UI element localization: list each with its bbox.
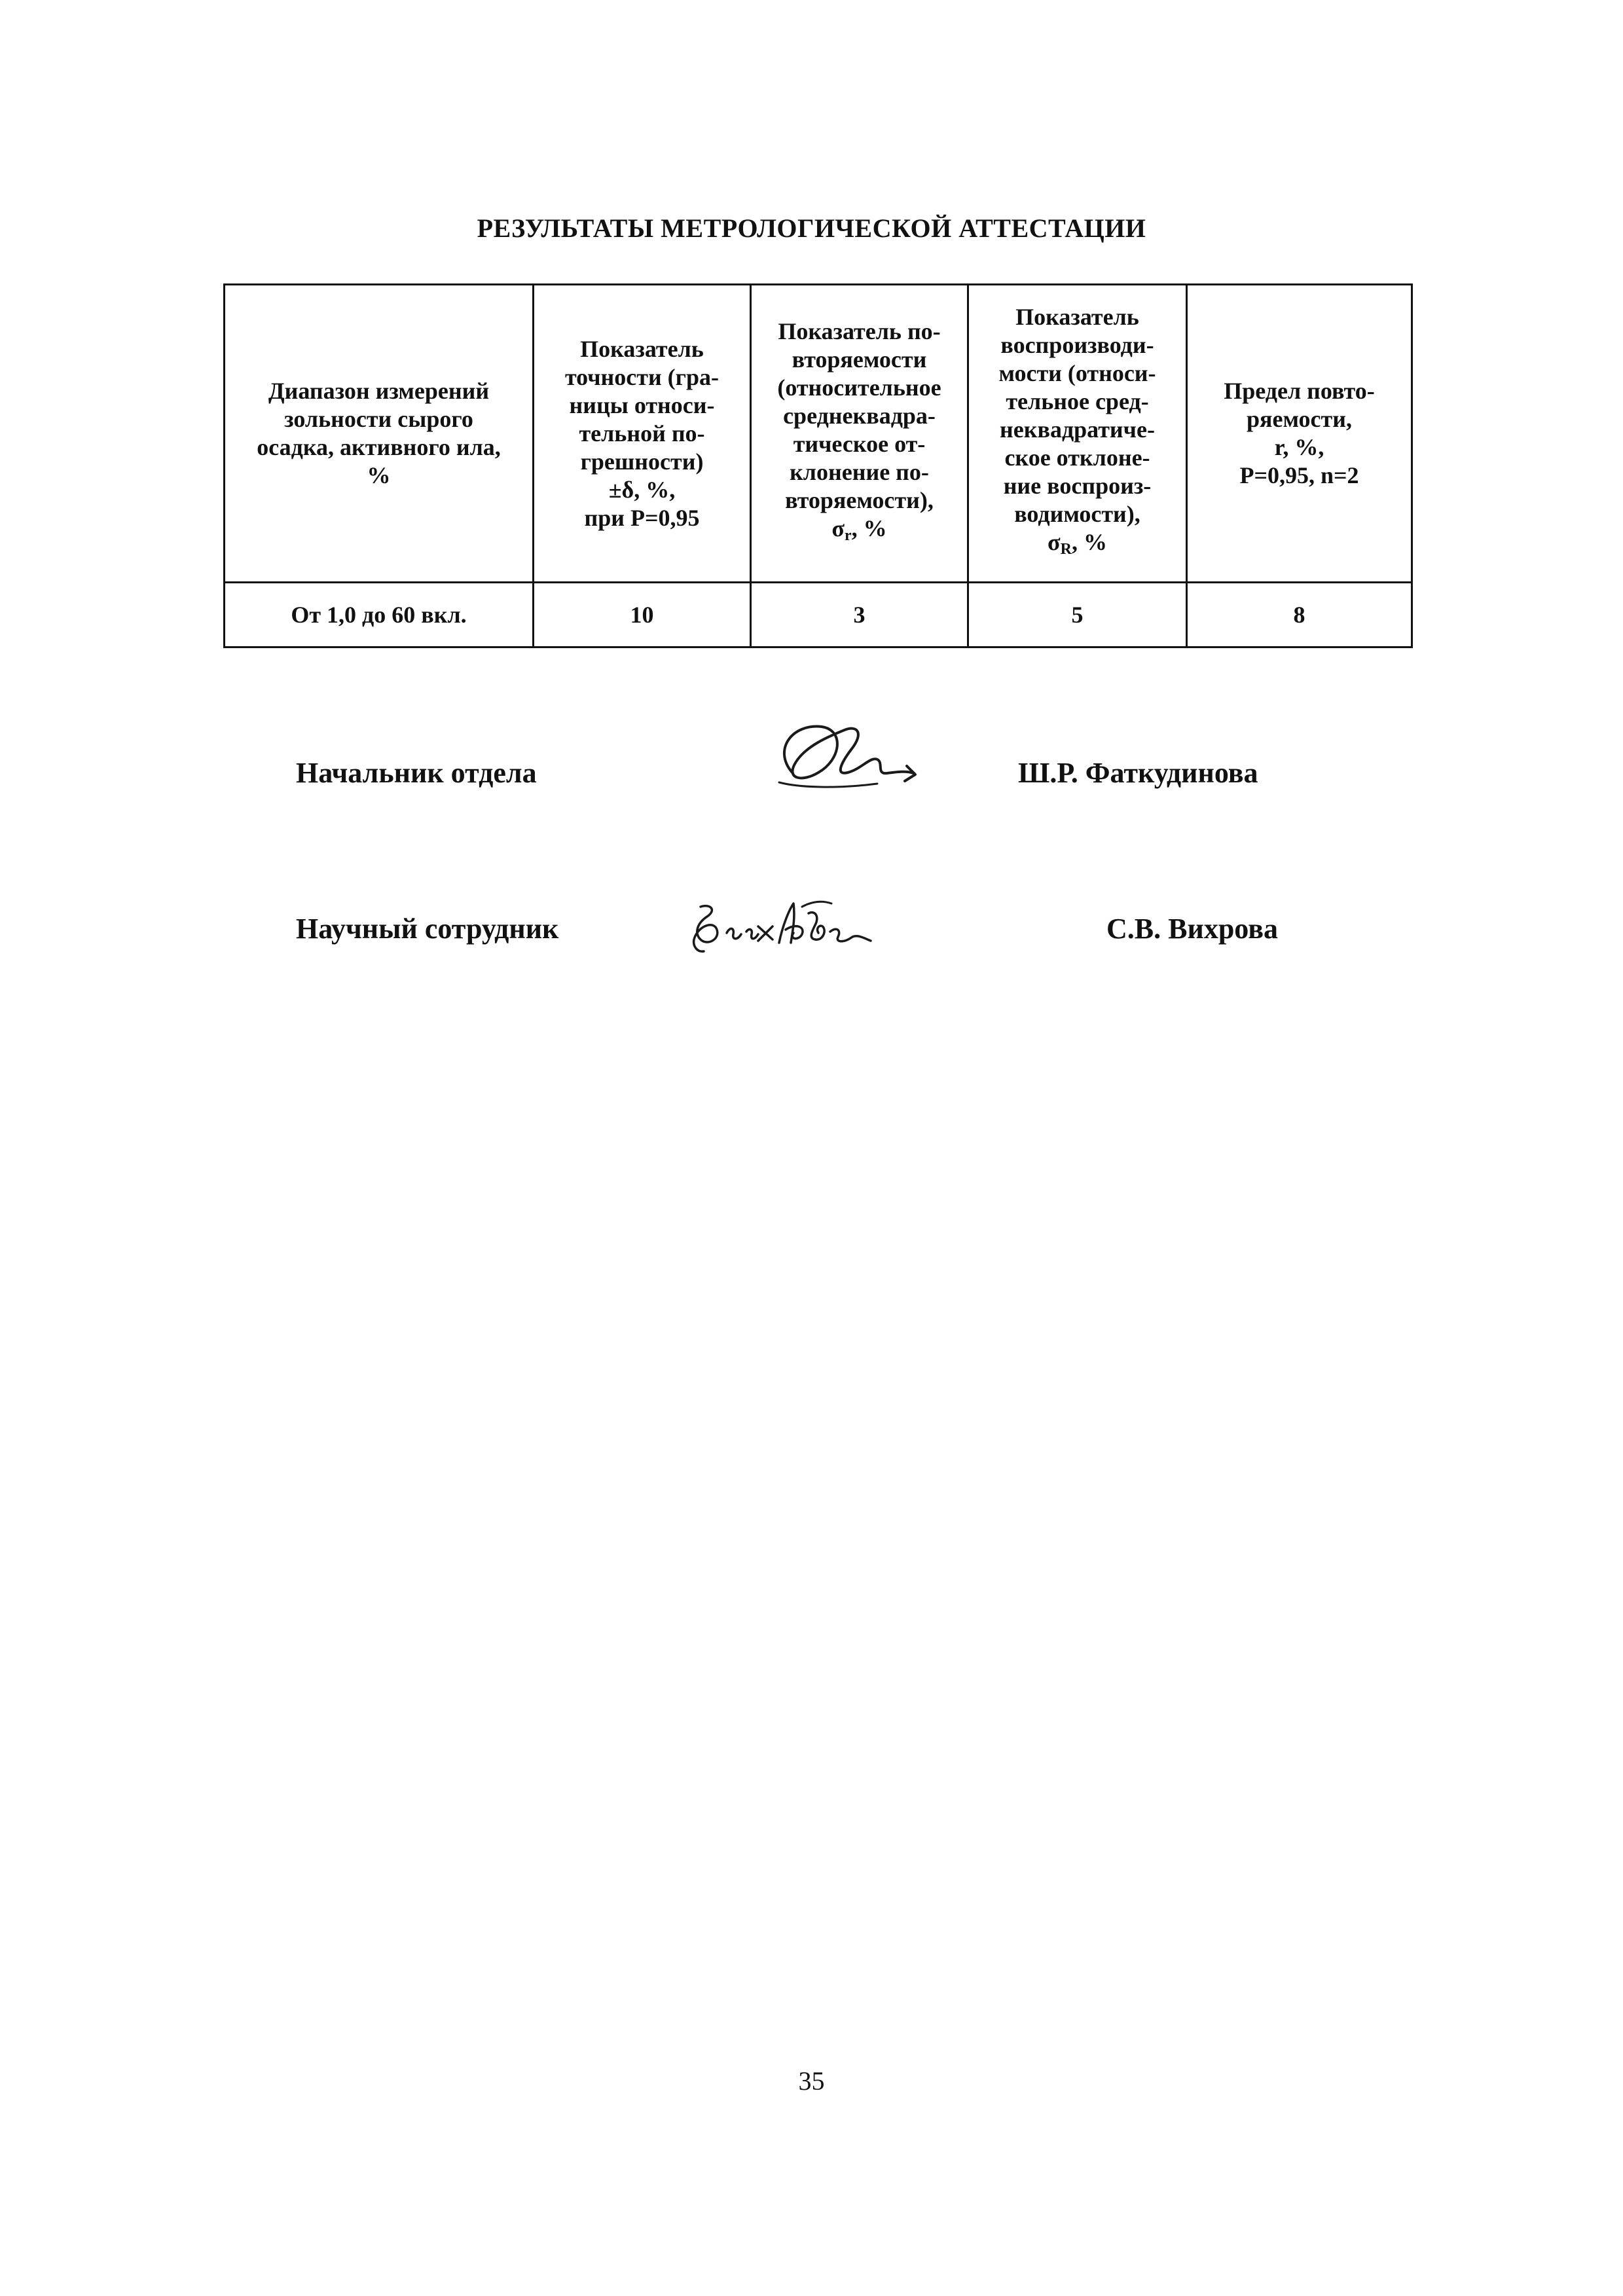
signer-role-head: Начальник отдела <box>296 757 537 789</box>
header-accuracy: Показатель точности (гра- ницы относи- тельной по- грешности) ±δ, %, при Р=0,95 <box>534 285 751 583</box>
header-row <box>225 285 1412 583</box>
signer-name-researcher: С.В. Вихрова <box>1106 913 1278 945</box>
cell-repeatability-limit: 8 <box>1187 583 1412 647</box>
cell-repeatability: 3 <box>751 583 968 647</box>
cell-reproducibility: 5 <box>968 583 1187 647</box>
results-table <box>223 283 1413 648</box>
header-repeatability-limit: Предел повто- ряемости, r, %, Р=0,95, n=2 <box>1187 285 1412 583</box>
document-title: РЕЗУЛЬТАТЫ МЕТРОЛОГИЧЕСКОЙ АТТЕСТАЦИИ <box>477 213 1146 243</box>
signature-fatkudinova <box>766 710 923 809</box>
page-number: 35 <box>798 2066 825 2096</box>
header-range: Диапазон измерений зольности сырого осадка, активного ила, % <box>225 285 534 583</box>
signer-role-researcher: Научный сотрудник <box>296 913 559 945</box>
header-reproducibility: Показатель воспроизводи- мости (относи- тельное сред- неквадратиче- ское отклоне- ние воспроиз- водимости), $\sigma_R$, % <box>968 285 1187 583</box>
header-repeatability: Показатель по- вторяемости (относительное среднеквадра- тическое от- клонение по- вторяемости), $\sigma_r$, % <box>751 285 968 583</box>
cell-range: От 1,0 до 60 вкл. <box>225 583 534 647</box>
signer-name-head: Ш.Р. Фаткудинова <box>1018 757 1258 789</box>
cell-accuracy: 10 <box>534 583 751 647</box>
signature-vikhrova <box>681 894 877 966</box>
table-row <box>225 583 1412 647</box>
